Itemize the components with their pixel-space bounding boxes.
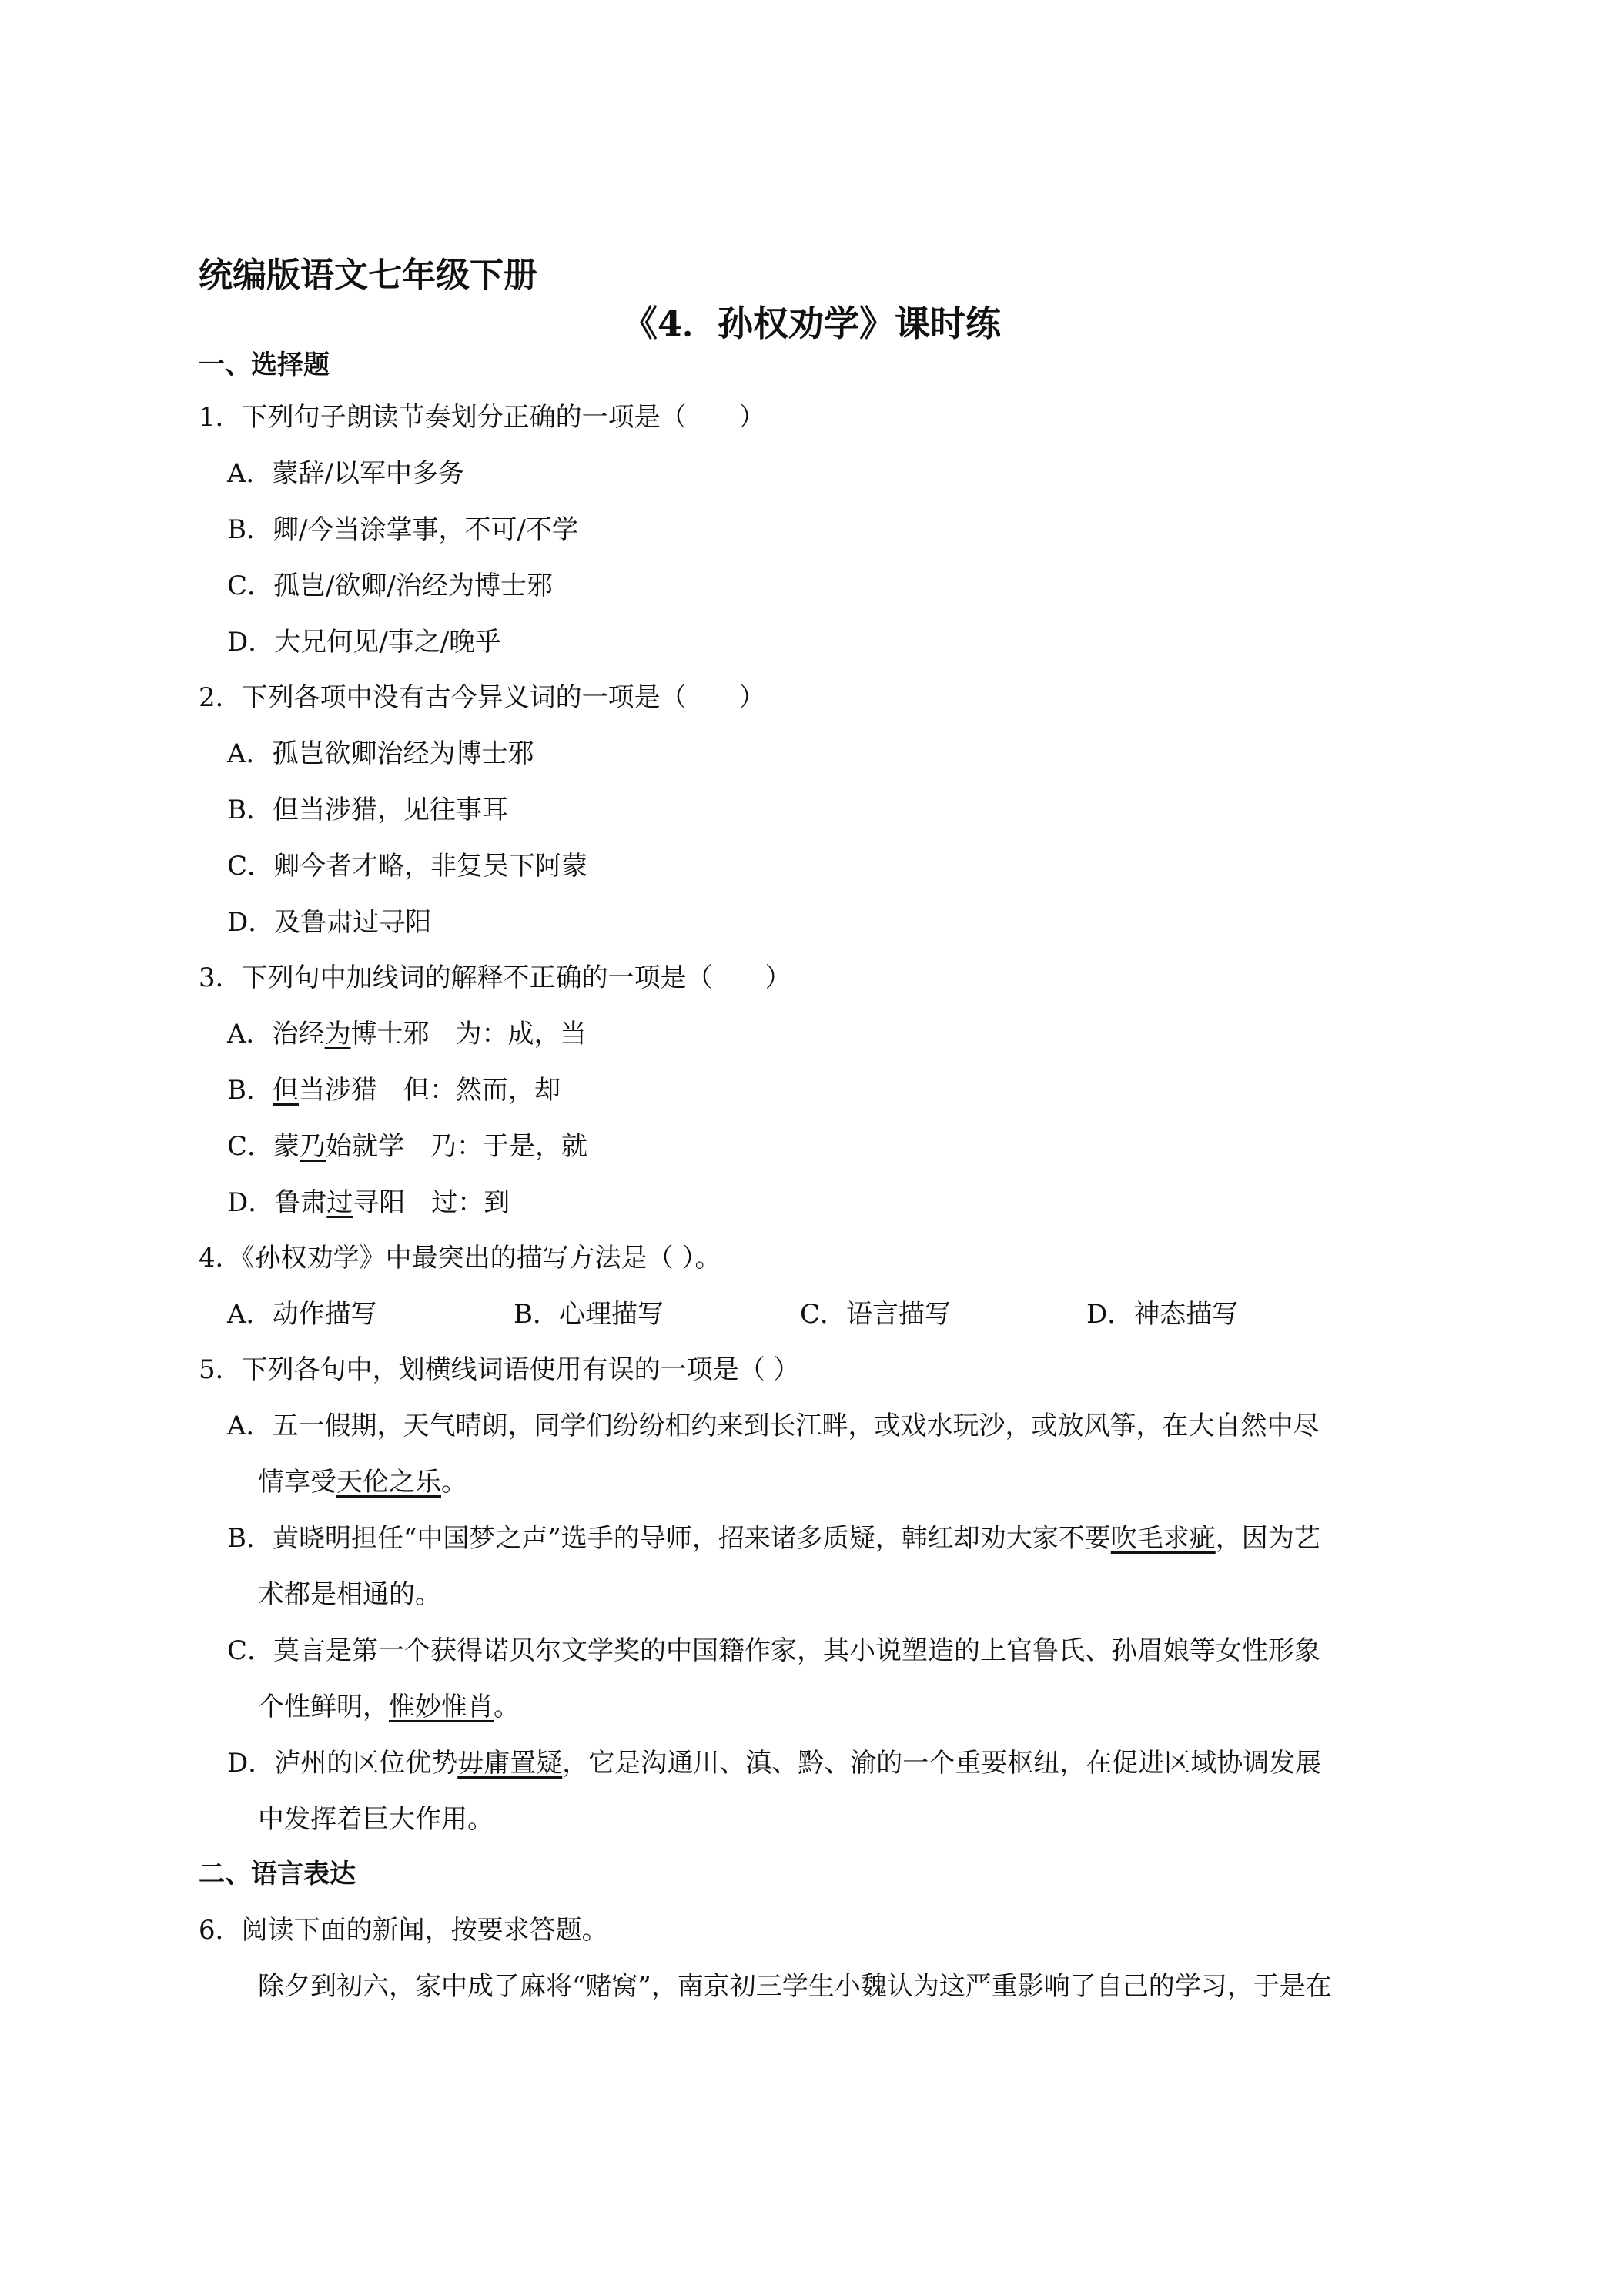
question-2-option-b: B．但当涉猎，见往事耳 [227, 795, 508, 825]
question-4-option-c: C．语言描写 [800, 1299, 952, 1330]
question-6-stem: 6．阅读下面的新闻，按要求答题。 [199, 1915, 608, 1946]
question-5-option-c-line-2 [258, 1690, 520, 1724]
question-5-option-b-line-1 [227, 1521, 1320, 1555]
question-5-option-d-line-1 [227, 1746, 1321, 1780]
question-2-stem: 2．下列各项中没有古今异义词的一项是（ ） [199, 682, 765, 713]
question-2-option-d: D．及鲁肃过寻阳 [227, 907, 432, 938]
option-text: D．鲁肃 [227, 1187, 327, 1218]
option-text: 。 [441, 1467, 467, 1498]
option-text: B． [227, 1075, 273, 1106]
question-4-stem: 4．《孙权劝学》中最突出的描写方法是（ ）。 [199, 1243, 721, 1274]
section-heading-choice: 一、选择题 [199, 350, 330, 380]
underlined-phrase: 毋庸置疑 [457, 1748, 563, 1779]
underlined-word: 但 [273, 1075, 299, 1106]
option-text: 寻阳 过：到 [353, 1187, 510, 1218]
option-text: 情享受 [258, 1467, 336, 1498]
option-text: 个性鲜明， [258, 1692, 389, 1722]
option-text: 当涉猎 但：然而，却 [299, 1075, 561, 1106]
underlined-phrase: 吹毛求疵 [1110, 1523, 1216, 1554]
question-4-option-b: B．心理描写 [514, 1299, 664, 1330]
lesson-title: 《4．孙权劝学》课时练 [621, 303, 1001, 344]
question-2-option-a: A．孤岂欲卿治经为博士邪 [227, 738, 534, 769]
question-4-option-d: D．神态描写 [1086, 1299, 1239, 1330]
question-4-option-a: A．动作描写 [227, 1299, 377, 1330]
series-title: 统编版语文七年级下册 [199, 256, 537, 295]
question-3-option-b [227, 1073, 561, 1107]
option-text: D．泸州的区位优势 [227, 1748, 458, 1779]
option-text: ，因为艺 [1215, 1523, 1320, 1554]
question-6-news-paragraph: 除夕到初六，家中成了麻将“赌窝”，南京初三学生小魏认为这严重影响了自己的学习，于是在 [258, 1971, 1332, 2002]
underlined-phrase: 天伦之乐 [336, 1467, 441, 1498]
question-1-option-c: C．孤岂/欲卿/治经为博士邪 [227, 571, 553, 601]
question-4-options [227, 1297, 1459, 1331]
option-text: 。 [494, 1692, 520, 1722]
question-3-option-d [227, 1186, 510, 1220]
option-text: A．治经 [227, 1019, 325, 1049]
question-5-option-a-line-1: A．五一假期，天气晴朗，同学们纷纷相约来到长江畔，或戏水玩沙，或放风筝，在大自然中尽 [227, 1411, 1320, 1441]
question-1-option-a: A．蒙辞/以军中多务 [227, 458, 465, 489]
underlined-phrase: 惟妙惟肖 [389, 1692, 494, 1722]
underlined-word: 过 [326, 1187, 353, 1218]
question-5-option-c-line-1: C．莫言是第一个获得诺贝尔文学奖的中国籍作家，其小说塑造的上官鲁氏、孙眉娘等女性形象 [227, 1635, 1321, 1666]
question-5-option-a-line-2 [258, 1465, 467, 1499]
question-1-option-b: B．卿/今当涂掌事，不可/不学 [227, 514, 578, 545]
question-2-option-c: C．卿今者才略，非复吴下阿蒙 [227, 851, 588, 882]
underlined-word: 乃 [300, 1131, 326, 1162]
option-text: C．蒙 [227, 1131, 300, 1162]
option-text: B．黄晓明担任“中国梦之声”选手的导师，招来诸多质疑，韩红却劝大家不要 [227, 1523, 1111, 1554]
option-text: ，它是沟通川、滇、黔、渝的一个重要枢纽，在促进区域协调发展 [562, 1748, 1322, 1779]
option-text: 始就学 乃：于是，就 [326, 1131, 588, 1162]
question-5-option-d-line-2: 中发挥着巨大作用。 [258, 1804, 494, 1835]
question-3-option-c [227, 1130, 587, 1163]
underlined-word: 为 [324, 1019, 351, 1049]
question-1-option-d: D．大兄何见/事之/晚乎 [227, 627, 502, 658]
question-1-stem: 1．下列句子朗读节奏划分正确的一项是（ ） [199, 402, 765, 433]
question-5-stem: 5．下列各句中，划横线词语使用有误的一项是（ ） [199, 1354, 800, 1385]
question-5-option-b-line-2: 术都是相通的。 [258, 1579, 441, 1610]
question-3-stem: 3．下列句中加线词的解释不正确的一项是（ ） [199, 962, 791, 993]
question-3-option-a [227, 1017, 587, 1051]
section-heading-expression: 二、语言表达 [199, 1859, 356, 1889]
option-text: 博士邪 为：成，当 [350, 1019, 587, 1049]
